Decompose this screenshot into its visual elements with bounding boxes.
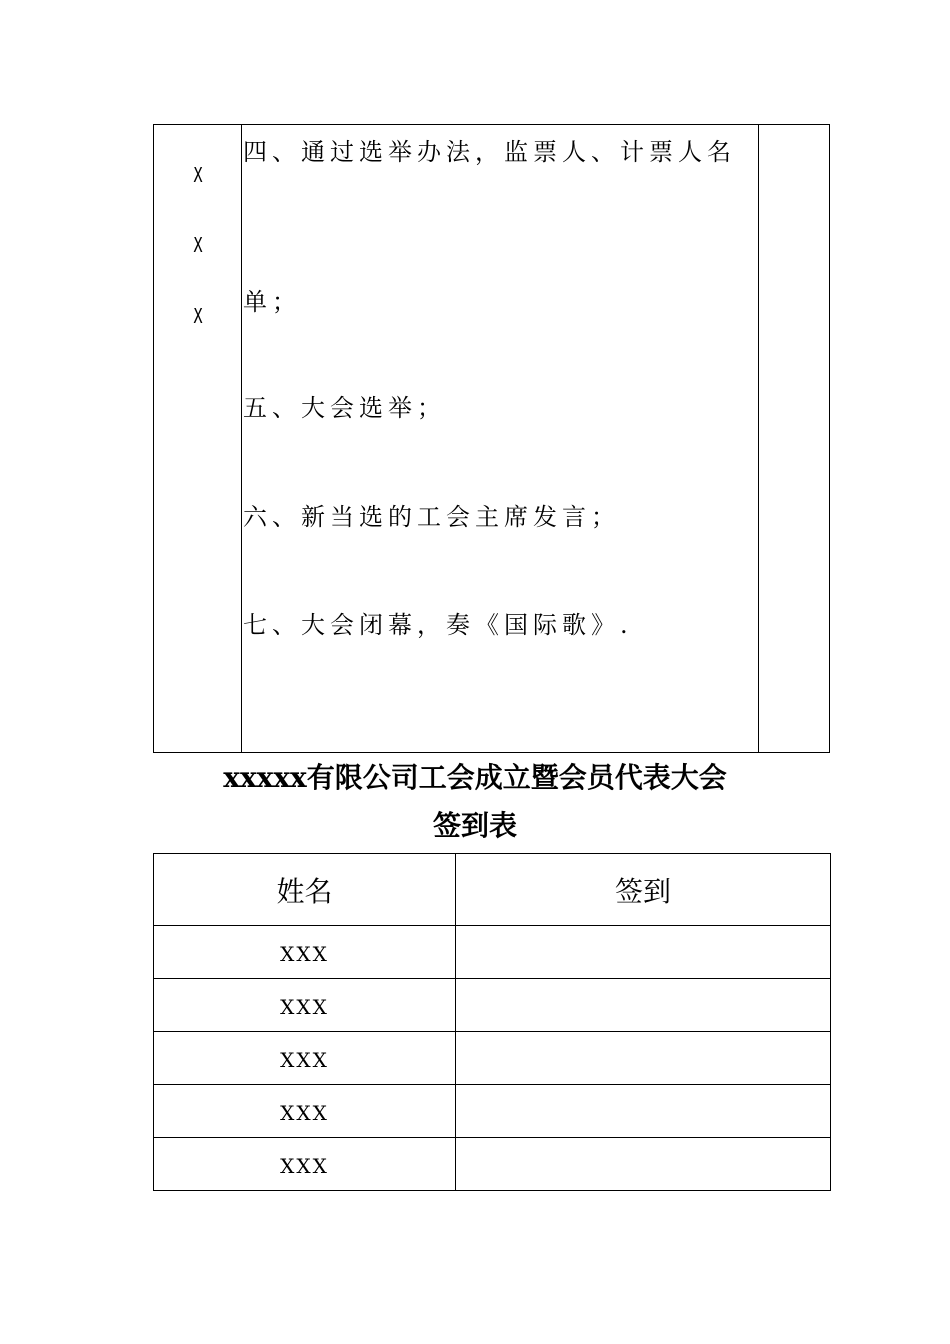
name-cell: XXX [154, 979, 456, 1032]
table-row [154, 1032, 831, 1085]
column-header-sign: 签到 [456, 854, 831, 926]
sign-cell [456, 979, 831, 1032]
sign-cell [456, 1085, 831, 1138]
agenda-item: 四、通过选举办法，监票人、计票人名 [243, 138, 736, 166]
left-mark: X [193, 163, 203, 187]
left-mark: X [193, 304, 203, 328]
table-row [154, 1085, 831, 1138]
name-cell: XXX [154, 1085, 456, 1138]
agenda-item: 五、大会选举； [243, 394, 446, 422]
agenda-item: 七、大会闭幕，奏《国际歌》. [243, 611, 633, 639]
sign-cell [456, 1032, 831, 1085]
column-divider [758, 125, 759, 752]
left-mark: X [193, 233, 203, 257]
agenda-item: 单； [243, 288, 301, 316]
name-cell: XXX [154, 1032, 456, 1085]
table-row [154, 979, 831, 1032]
table-header-row [154, 854, 831, 926]
table-row [154, 926, 831, 979]
column-header-name: 姓名 [154, 854, 456, 926]
column-divider [241, 125, 242, 752]
signin-table [153, 853, 831, 1191]
agenda-table [153, 124, 830, 753]
document-subtitle: 签到表 [432, 809, 517, 842]
sign-cell [456, 926, 831, 979]
sign-cell [456, 1138, 831, 1191]
name-cell: XXX [154, 926, 456, 979]
table-row [154, 1138, 831, 1191]
name-cell: XXX [154, 1138, 456, 1191]
agenda-item: 六、新当选的工会主席发言； [243, 503, 620, 531]
document-title: xxxxx有限公司工会成立暨会员代表大会 [223, 761, 727, 794]
